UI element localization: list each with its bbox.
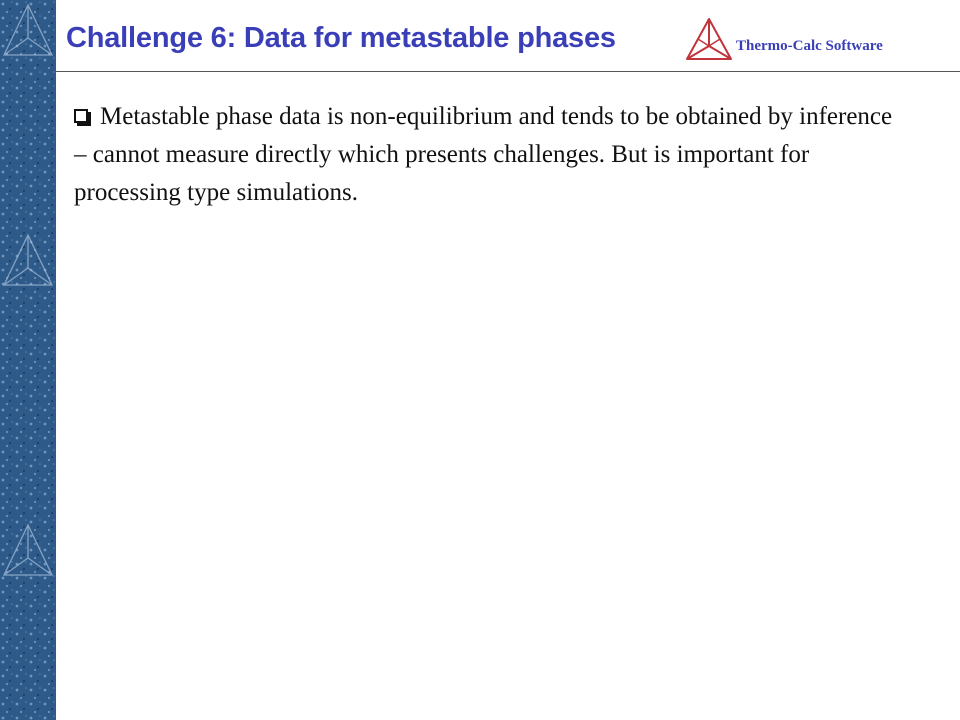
brand-name: Thermo-Calc Software <box>736 38 883 54</box>
sidebar-pattern <box>0 0 56 720</box>
decorative-sidebar <box>0 0 56 720</box>
title-divider <box>56 71 960 72</box>
bullet-text: Metastable phase data is non-equilibrium and tends to be obtained by inference – cannot measure directly which presents challenges. But is important for processing type simulations. <box>74 103 893 206</box>
slide-title: Challenge 6: Data for metastable phases <box>66 22 616 54</box>
checkbox-bullet-icon <box>74 109 88 123</box>
thermo-calc-logo-icon <box>684 16 734 62</box>
bullet-item <box>74 98 904 212</box>
